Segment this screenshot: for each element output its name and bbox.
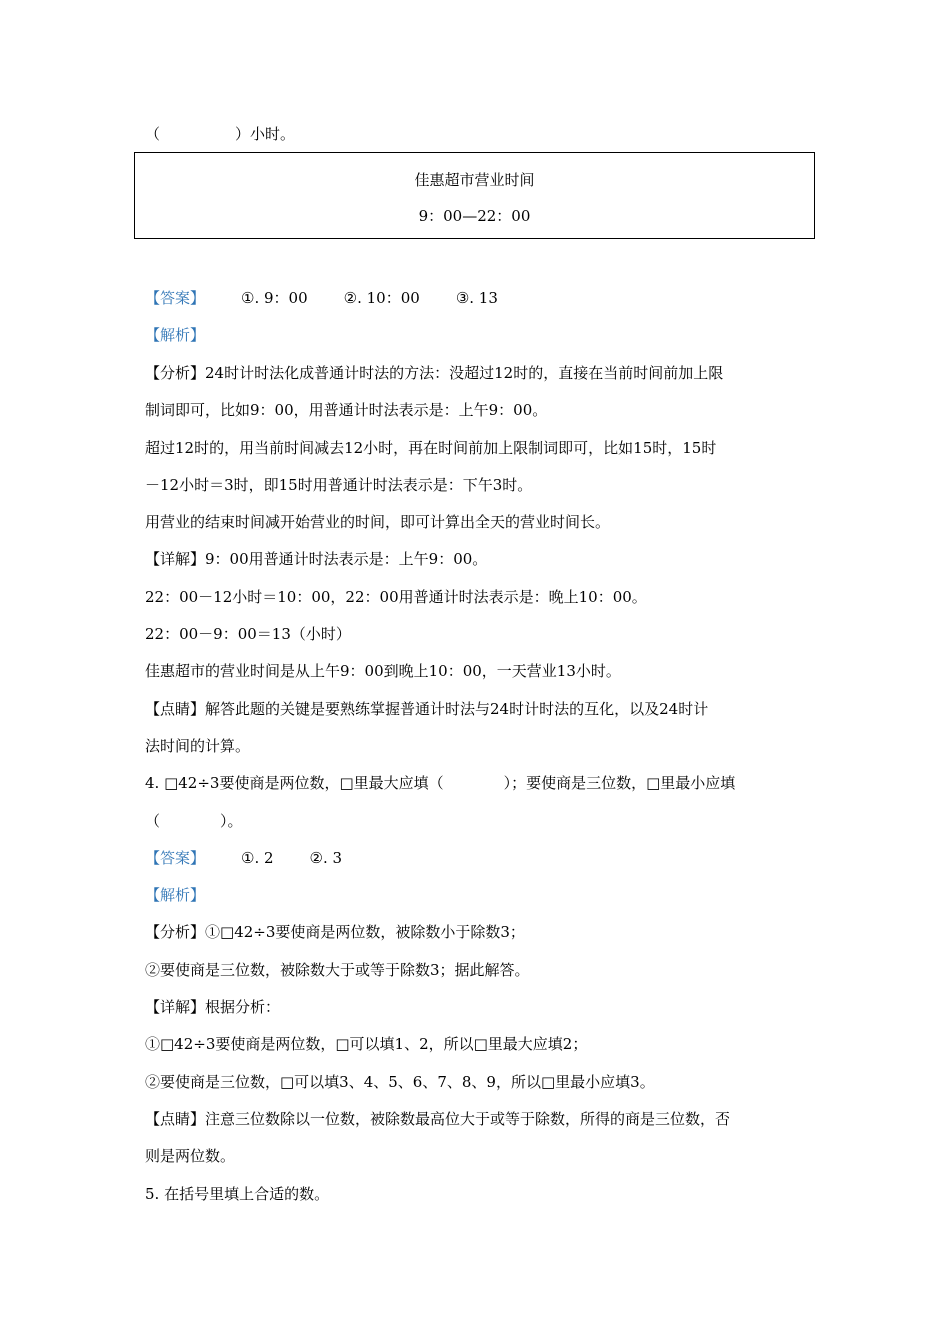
notice-hours: 9：00—22：00 bbox=[418, 207, 531, 225]
answer-item: ③. 13 bbox=[455, 289, 498, 307]
q4-fenxi-1: 【分析】①□42÷3要使商是两位数，被除数小于除数3； bbox=[145, 923, 525, 941]
q3-xiangjie-3: 22：00－9：00＝13（小时） bbox=[145, 625, 351, 643]
q3-fenxi-3: 超过12时的，用当前时间减去12小时，再在时间前加上限制词即可，比如15时，15时 bbox=[145, 439, 717, 457]
q4-xiangjie-1: ①□42÷3要使商是两位数，□可以填1、2，所以□里最大应填2； bbox=[145, 1035, 588, 1053]
analysis-tag: 【解析】 bbox=[145, 886, 206, 904]
dianjing-tag: 【点睛】 bbox=[145, 1110, 206, 1128]
business-hours-box bbox=[134, 152, 815, 239]
q4-xiangjie-head: 【详解】根据分析： bbox=[145, 998, 281, 1016]
q3-xiangjie-1: 【详解】9：00用普通计时法表示是：上午9：00。 bbox=[145, 550, 488, 568]
question-3-tail: （ ）小时。 bbox=[145, 125, 296, 143]
notice-title: 佳惠超市营业时间 bbox=[414, 171, 535, 189]
q4-xiangjie-2: ②要使商是三位数，□可以填3、4、5、6、7、8、9，所以□里最小应填3。 bbox=[145, 1073, 655, 1091]
answer-item: ①. 2 bbox=[241, 849, 274, 867]
q4-dianjing-1: 【点睛】注意三位数除以一位数，被除数最高位大于或等于除数，所得的商是三位数，否 bbox=[145, 1110, 731, 1128]
q3-fenxi-2: 制词即可，比如9：00，用普通计时法表示是：上午9：00。 bbox=[145, 401, 548, 419]
q3-dianjing-1: 【点睛】解答此题的关键是要熟练掌握普通计时法与24时计时法的互化，以及24时计 bbox=[145, 700, 709, 718]
q4-dianjing-2: 则是两位数。 bbox=[145, 1147, 236, 1165]
q3-xiangjie-2: 22：00－12小时＝10：00，22：00用普通计时法表示是：晚上10：00。 bbox=[145, 588, 647, 606]
answer-tag: 【答案】 bbox=[145, 849, 206, 867]
fenxi-tag: 【分析】 bbox=[145, 923, 206, 941]
q3-answer-line bbox=[145, 288, 498, 308]
question-4-line-2: （ ）。 bbox=[145, 812, 243, 830]
question-5: 5. 在括号里填上合适的数。 bbox=[145, 1185, 330, 1203]
q4-answer-line bbox=[145, 848, 342, 868]
answer-item: ①. 9：00 bbox=[241, 289, 308, 307]
question-4-line-1: 4. □42÷3要使商是两位数，□里最大应填（ ）；要使商是三位数，□里最小应填 bbox=[145, 774, 736, 792]
dianjing-tag: 【点睛】 bbox=[145, 700, 206, 718]
xiangjie-tag: 【详解】 bbox=[145, 998, 206, 1016]
fenxi-tag: 【分析】 bbox=[145, 364, 206, 382]
q3-dianjing-2: 法时间的计算。 bbox=[145, 737, 251, 755]
answer-tag: 【答案】 bbox=[145, 289, 206, 307]
answer-item: ②. 3 bbox=[309, 849, 343, 867]
q4-fenxi-2: ②要使商是三位数，被除数大于或等于除数3；据此解答。 bbox=[145, 961, 530, 979]
analysis-tag: 【解析】 bbox=[145, 326, 206, 344]
q3-xiangjie-4: 佳惠超市的营业时间是从上午9：00到晚上10：00，一天营业13小时。 bbox=[145, 662, 621, 680]
xiangjie-tag: 【详解】 bbox=[145, 550, 206, 568]
q3-fenxi-1: 【分析】24时计时法化成普通计时法的方法：没超过12时的，直接在当前时间前加上限 bbox=[145, 364, 724, 382]
answer-item: ②. 10：00 bbox=[343, 289, 420, 307]
q3-fenxi-4: －12小时＝3时，即15时用普通计时法表示是：下午3时。 bbox=[145, 476, 533, 494]
q3-fenxi-5: 用营业的结束时间减开始营业的时间，即可计算出全天的营业时间长。 bbox=[145, 513, 611, 531]
